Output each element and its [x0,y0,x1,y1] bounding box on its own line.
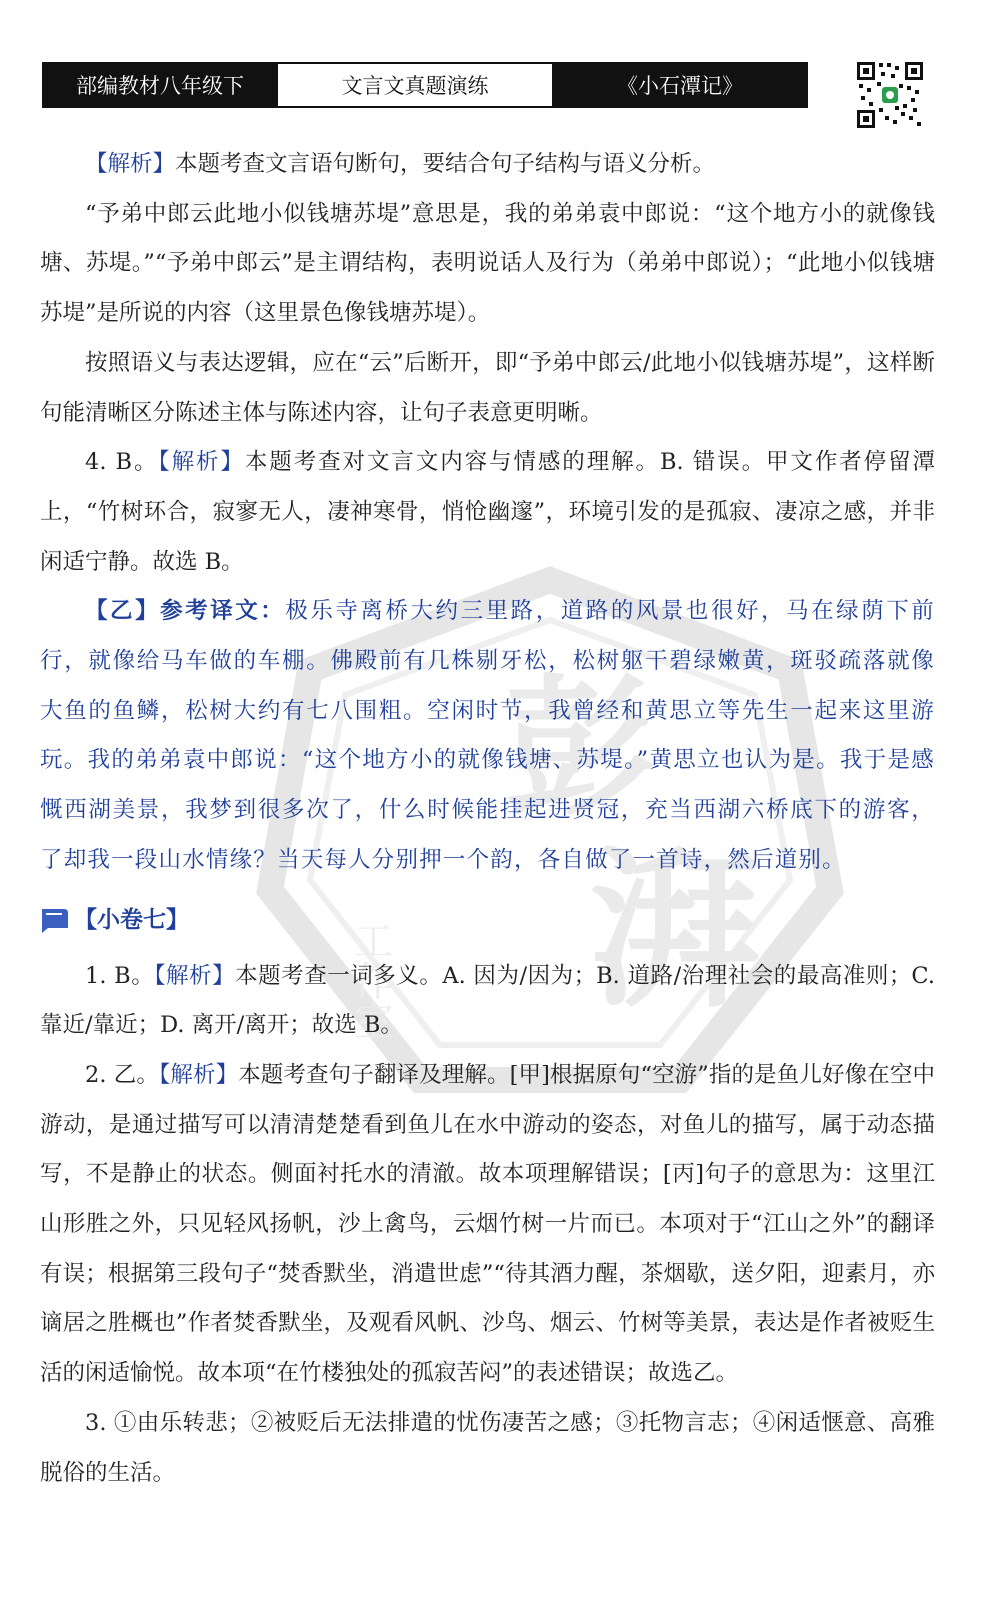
header-section-title: 文言文真题演练 [276,64,554,106]
answer-text: 本题考查一词多义。A. 因为/因为；B. 道路/治理社会的最高准则；C. 靠近/靠近；D. 离开/离开；故选 B。 [40,962,935,1039]
translation-tag: 【乙】参考译文： [85,598,286,625]
header-grade-label: 部编教材八年级下 [44,64,276,106]
header-lesson-title: 《小石潭记》 [554,64,806,106]
section-heading [40,892,935,948]
section-title: 【小卷七】 [74,905,189,933]
paragraph-answer-1 [40,952,935,1051]
watermark-text: 工作室 [347,920,393,1040]
answer-text: 本题考查句子翻译及理解。[甲]根据原句“空游”指的是鱼儿好像在空中游动，是通过描写可以清清楚楚看到鱼儿在水中游动的姿态，对鱼儿的描写，属于动态描写，不是静止的状态。侧面衬托水的清澈。故本项理解错误；[丙]句子的意思为：这里江山形胜之外，只见轻风扬帆，沙上禽鸟，云烟竹树一片而已。本项对于“江山之外”的翻译有误；根据第三段句子“焚香默坐，消遣世虑”“待其酒力醒，茶烟歇，送夕阳，迎素月，亦谪居之胜概也”作者焚香默坐，及观看风帆、沙鸟、烟云、竹树等美景，表达是作者被贬生活的闲适愉悦。故本项“在竹楼独处的孤寂苦闷”的表述错误；故选乙。 [40,1061,935,1387]
answer-number: 1. B。 [85,962,155,989]
analysis-tag: 【解析】 [85,151,176,177]
paragraph-answer-2 [40,1051,935,1399]
answer-number: 2. 乙。 [85,1061,159,1088]
paragraph-translation [40,587,935,885]
answer-number: 4. B。 [85,449,159,476]
analysis-tag: 【解析】 [158,449,245,476]
analysis-tag: 【解析】 [154,962,236,989]
document-body [40,140,935,1498]
analysis-text: 本题考查文言语句断句，要结合句子结构与语义分析。 [175,151,716,177]
paragraph-answer-4 [40,438,935,587]
paragraph-logic: 按照语义与表达逻辑，应在“云”后断开，即“予弟中郎云/此地小似钱塘苏堤”，这样断句能清晰区分陈述主体与陈述内容，让句子表意更明晰。 [40,349,935,426]
svg-text:彭: 彭 [505,660,656,836]
qr-code-icon [855,60,925,130]
section-bookmark-icon [40,906,70,934]
answer-text: 本题考查对文言文内容与情感的理解。B. 错误。甲文作者停留潭上，“竹树环合，寂寥无人，凄神寒骨，悄怆幽邃”，环境引发的是孤寂、凄凉之感，并非闲适宁静。故选 B。 [40,449,936,575]
analysis-tag: 【解析】 [158,1061,239,1088]
paragraph-answer-3: 3. ①由乐转悲；②被贬后无法排遣的忧伤凄苦之感；③托物言志；④闲适惬意、高雅脱俗的生活。 [40,1409,935,1486]
translation-text: 极乐寺离桥大约三里路，道路的风景也很好，马在绿荫下前行，就像给马车做的车棚。佛殿前有几株剔牙松，松树躯干碧绿嫩黄，斑驳疏落就像大鱼的鱼鳞，松树大约有七八围粗。空闲时节，我曾经和黄思立等先生一起来这里游玩。我的弟弟袁中郎说：“这个地方小的就像钱塘、苏堤。”黄思立也认为是。我于是感慨西湖美景，我梦到很多次了，什么时候能挂起进贤冠，充当西湖六桥底下的游客，了却我一段山水情缘？当天每人分别押一个韵，各自做了一首诗，然后道别。 [40,598,935,873]
paragraph-analysis-3 [40,140,935,190]
page-header [42,62,808,108]
paragraph-meaning: “予弟中郎云此地小似钱塘苏堤”意思是，我的弟弟袁中郎说：“这个地方小的就像钱塘、苏堤。”“予弟中郎云”是主谓结构，表明说话人及行为（弟弟中郎说）；“此地小似钱塘苏堤”是所说的内容（这里景色像钱塘苏堤）。 [40,200,935,327]
svg-text:湃: 湃 [590,831,761,1031]
